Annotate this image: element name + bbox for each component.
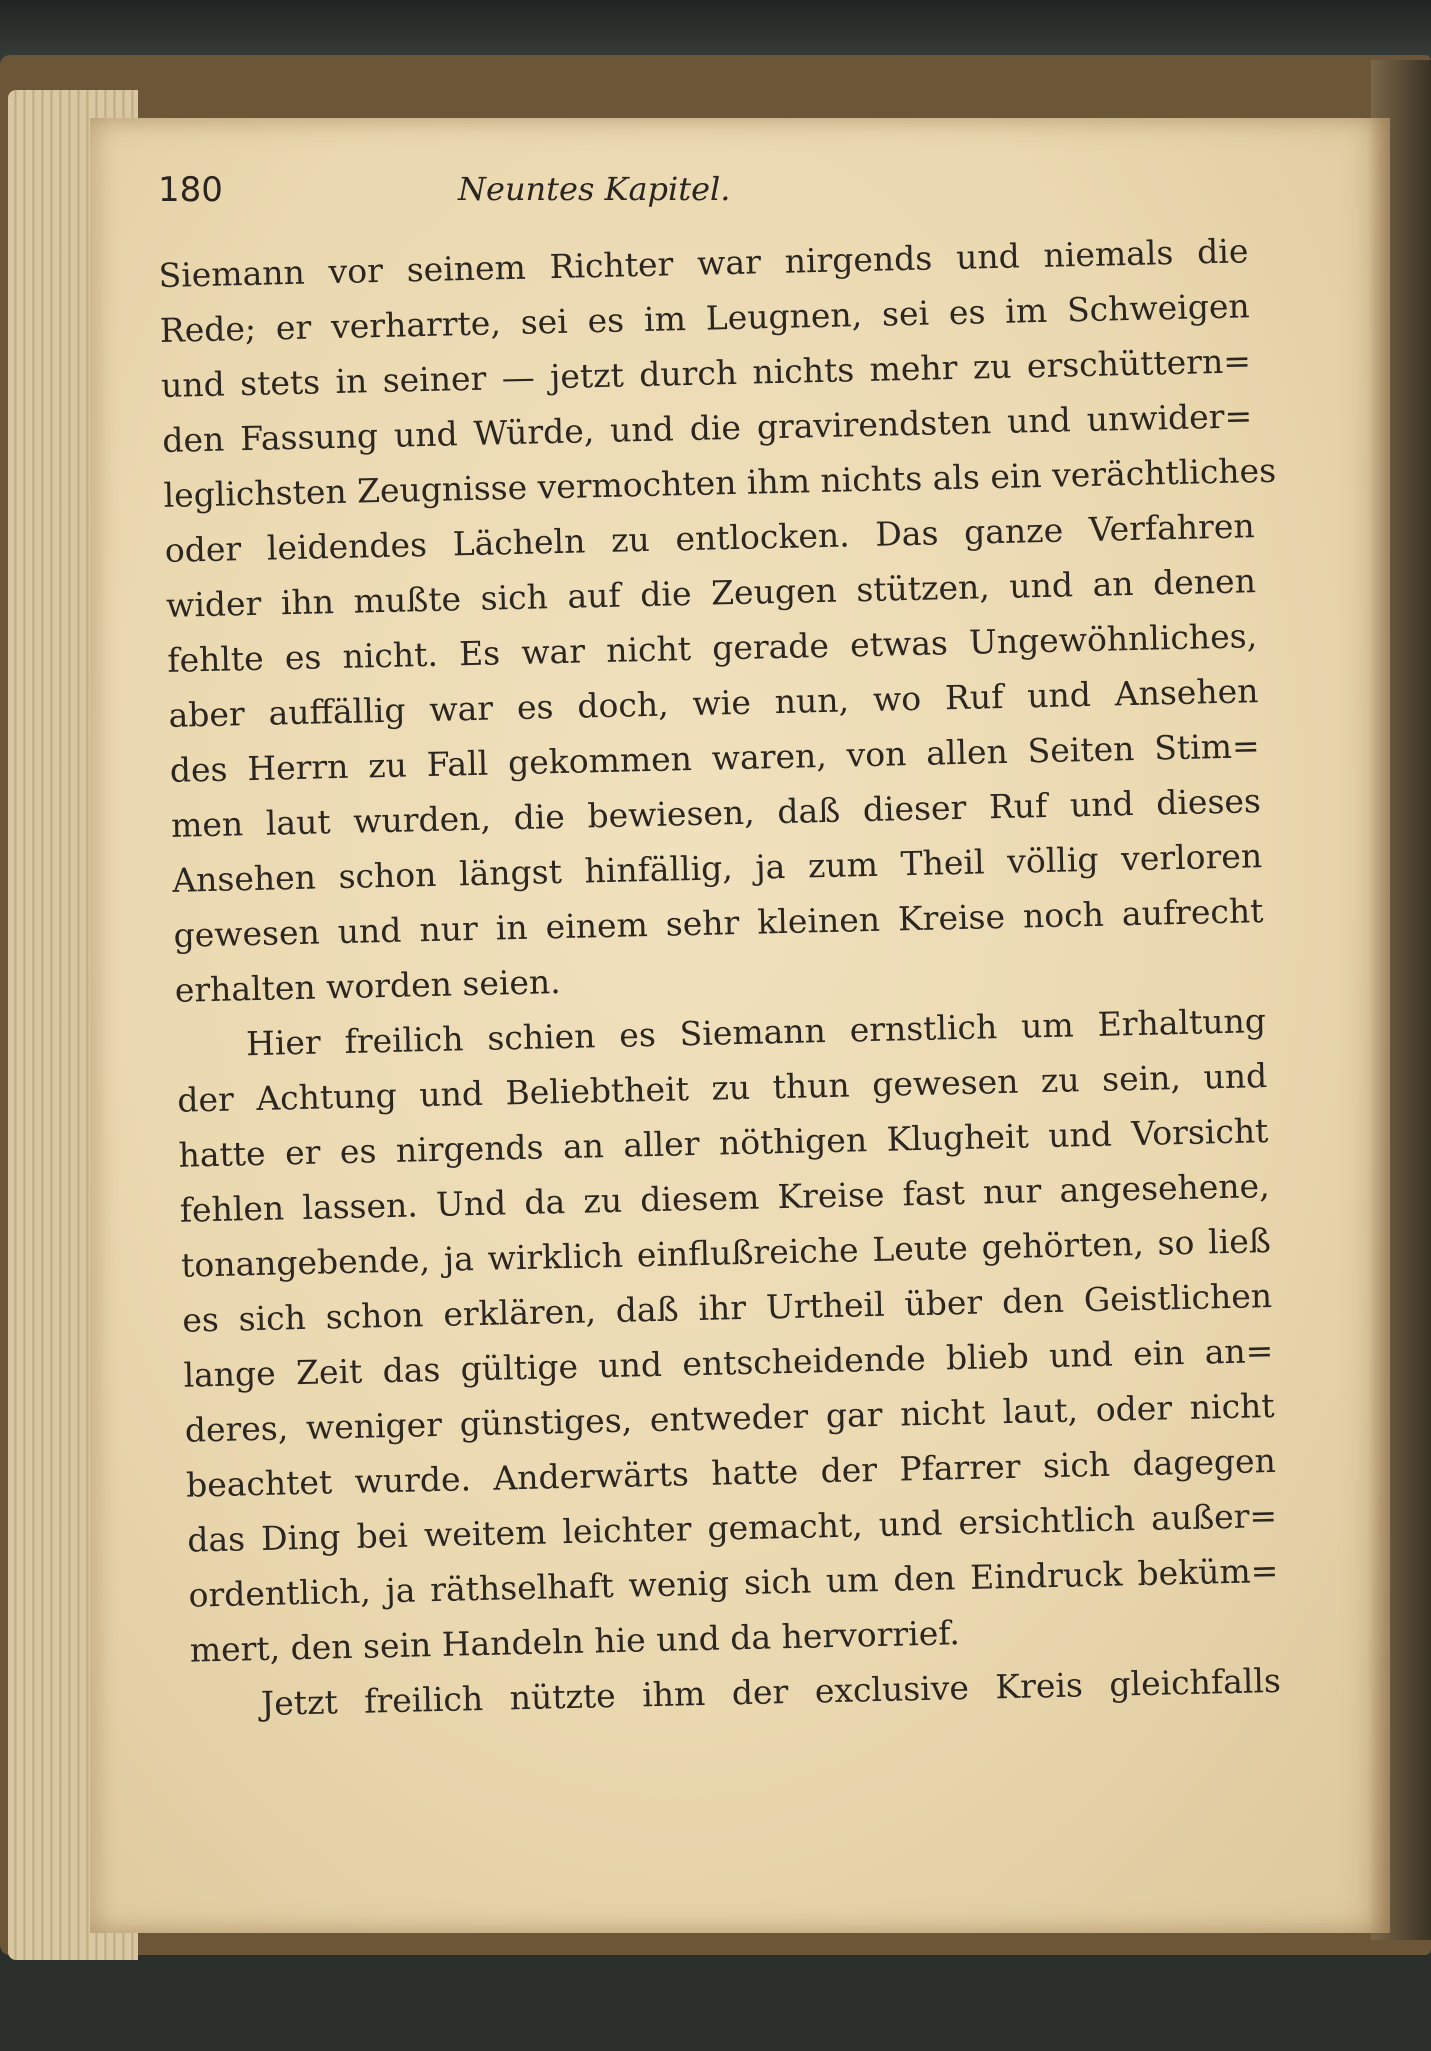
text-line: ordentlich, ja räthselhaft wenig sich um den Eindruck beküm= — [188, 1550, 1279, 1615]
text-line: mert, den sein Handeln hie und da hervorrief. — [189, 1613, 961, 1670]
text-line: hatte er es nirgends an aller nöthigen Klugheit und Vorsicht — [178, 1111, 1269, 1175]
text-line: lange Zeit das gültige und entscheidende blieb und ein an= — [183, 1330, 1274, 1395]
text-line: Ansehen schon längst hinfällig, ja zum Theil völlig verloren — [171, 836, 1263, 900]
text-line: Rede; er verharrte, sei es im Leugnen, sei es im Schweigen — [159, 286, 1251, 350]
text-line: beachtet wurde. Anderwärts hatte der Pfarrer sich dagegen — [185, 1440, 1277, 1505]
page-header — [158, 170, 858, 220]
text-line: wider ihn mußte sich auf die Zeugen stützen, und an denen — [165, 561, 1257, 625]
text-line: das Ding bei weitem leichter gemacht, und ersichtlich außer= — [186, 1495, 1278, 1560]
text-line: der Achtung und Beliebtheit zu thun gewesen zu sein, und — [176, 1056, 1268, 1120]
text-line: leglichsten Zeugnisse vermochten ihm nichts als ein verächtliches — [163, 450, 1277, 515]
text-line: des Herrn zu Fall gekommen waren, von allen Seiten Stim= — [169, 726, 1261, 790]
text-line: und stets in seiner — jetzt durch nichts mehr zu erschüttern= — [160, 341, 1252, 405]
text-line: gewesen und nur in einem sehr kleinen Kreise noch aufrecht — [173, 891, 1264, 955]
text-line: Jetzt freilich nützte ihm der exclusive Kreis gleichfalls — [260, 1660, 1282, 1724]
text-line: erhalten worden seien. — [174, 962, 562, 1010]
text-line: tonangebende, ja wirklich einflußreiche Leute gehörten, so ließ — [180, 1221, 1272, 1285]
running-head: Neuntes Kapitel. — [458, 170, 731, 208]
text-line: deres, weniger günstiges, entweder gar nicht laut, oder nicht — [184, 1385, 1275, 1450]
text-line: Siemann vor seinem Richter war nirgends und niemals die — [158, 231, 1249, 295]
page-number: 180 — [158, 170, 223, 210]
text-line: Hier freilich schien es Siemann ernstlich um Erhaltung — [245, 1001, 1267, 1064]
text-line: men laut wurden, die bewiesen, daß dieser Ruf und dieses — [170, 781, 1262, 845]
text-line: den Fassung und Würde, und die gravirendsten und unwider= — [161, 396, 1253, 460]
body-text — [158, 223, 1281, 1732]
text-line: aber auffällig war es doch, wie nun, wo Ruf und Ansehen — [168, 671, 1259, 735]
text-line: fehlte es nicht. Es war nicht gerade etwas Ungewöhnliches, — [166, 616, 1258, 680]
text-line: oder leidendes Lächeln zu entlocken. Das ganze Verfahren — [164, 506, 1256, 570]
page-gutter-shadow — [1368, 118, 1390, 1933]
text-line: fehlen lassen. Und da zu diesem Kreise fast nur angesehene, — [179, 1166, 1270, 1230]
text-line: es sich schon erklären, daß ihr Urtheil über den Geistlichen — [181, 1275, 1273, 1340]
